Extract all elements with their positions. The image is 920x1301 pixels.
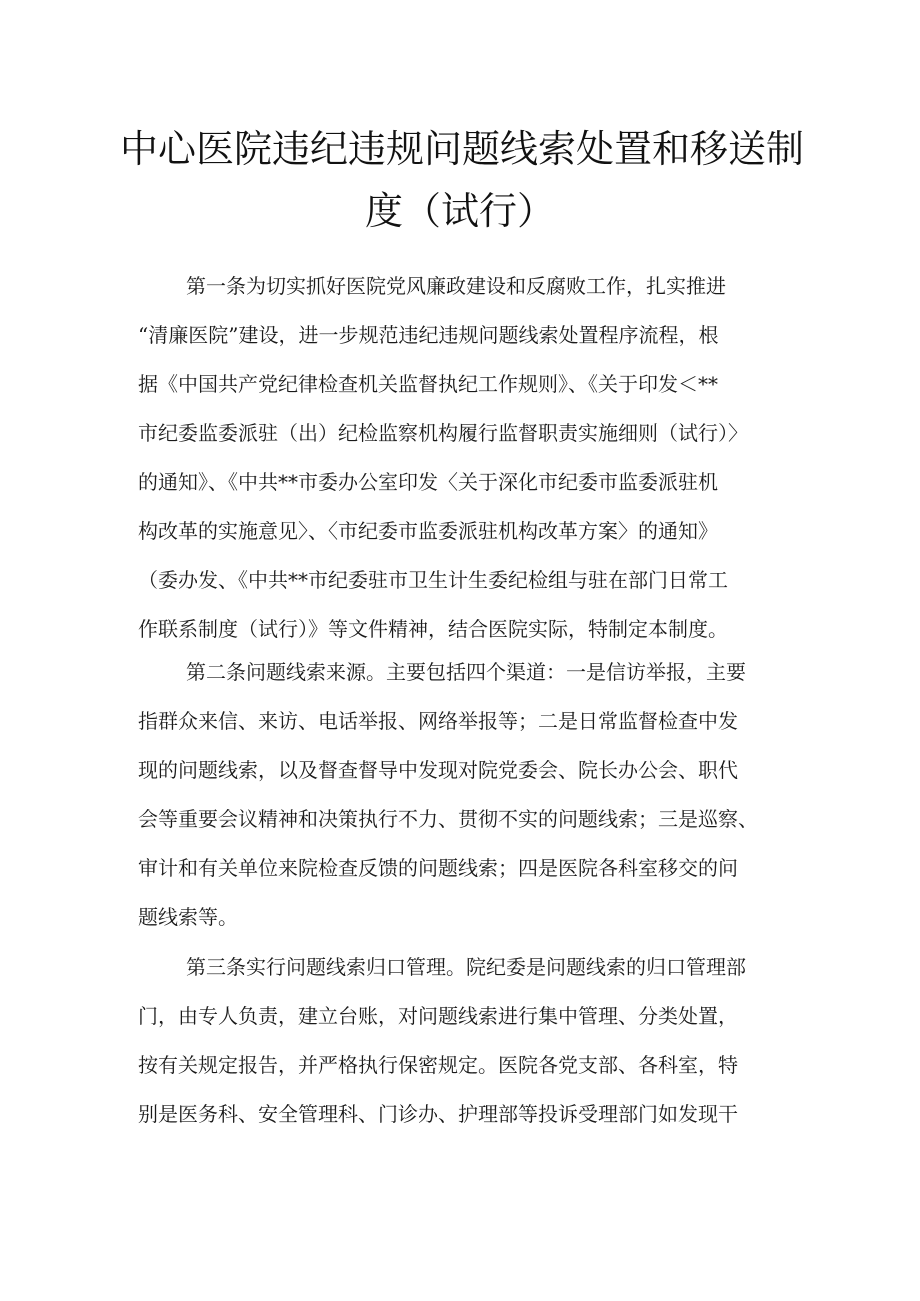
text-line: 第二条问题线索来源。主要包括四个渠道：一是信访举报，主要 [186, 660, 746, 684]
text-line: （委办发、《中共**市纪委驻市卫生计生委纪检组与驻在部门日常工 [138, 568, 728, 592]
text-line: 市纪委监委派驻（出）纪检监察机构履行监督职责实施细则（试行）〉 [138, 421, 748, 445]
text-line: 现的问题线索，以及督查督导中发现对院党委会、院长办公会、职代 [138, 758, 738, 782]
text-line: 的通知》、《中共**市委办公室印发〈关于深化市纪委市监委派驻机 [138, 470, 718, 494]
text-line: 按有关规定报告，并严格执行保密规定。医院各党支部、各科室，特 [138, 1053, 738, 1077]
document-title-line-2: 度（试行） [364, 189, 555, 233]
text-line: 指群众来信、来访、电话举报、网络举报等；二是日常监督检查中发 [138, 709, 738, 733]
text-line: 作联系制度（试行）》等文件精神，结合医院实际，特制定本制度。 [138, 617, 728, 641]
text-line: 审计和有关单位来院检查反馈的问题线索；四是医院各科室移交的问 [138, 856, 738, 880]
document-title-line-1: 中心医院违纪违规问题线索处置和移送制 [120, 127, 805, 171]
text-line: 第三条实行问题线索归口管理。院纪委是问题线索的归口管理部 [186, 955, 746, 979]
text-line: “清廉医院”建设，进一步规范违纪违规问题线索处置程序流程，根 [138, 323, 719, 347]
text-line: 构改革的实施意见〉、〈市纪委市监委派驻机构改革方案〉的通知》 [138, 519, 718, 543]
text-line: 会等重要会议精神和决策执行不力、贯彻不实的问题线索；三是巡察、 [138, 807, 758, 831]
text-line: 第一条为切实抓好医院党风廉政建设和反腐败工作，扎实推进 [186, 274, 726, 298]
text-line: 据《中国共产党纪律检查机关监督执纪工作规则》、《关于印发＜** [138, 372, 718, 396]
text-line: 别是医务科、安全管理科、门诊办、护理部等投诉受理部门如发现干 [138, 1102, 738, 1126]
text-line: 门，由专人负责，建立台账，对问题线索进行集中管理、分类处置， [138, 1004, 738, 1028]
text-line: 题线索等。 [138, 905, 238, 929]
